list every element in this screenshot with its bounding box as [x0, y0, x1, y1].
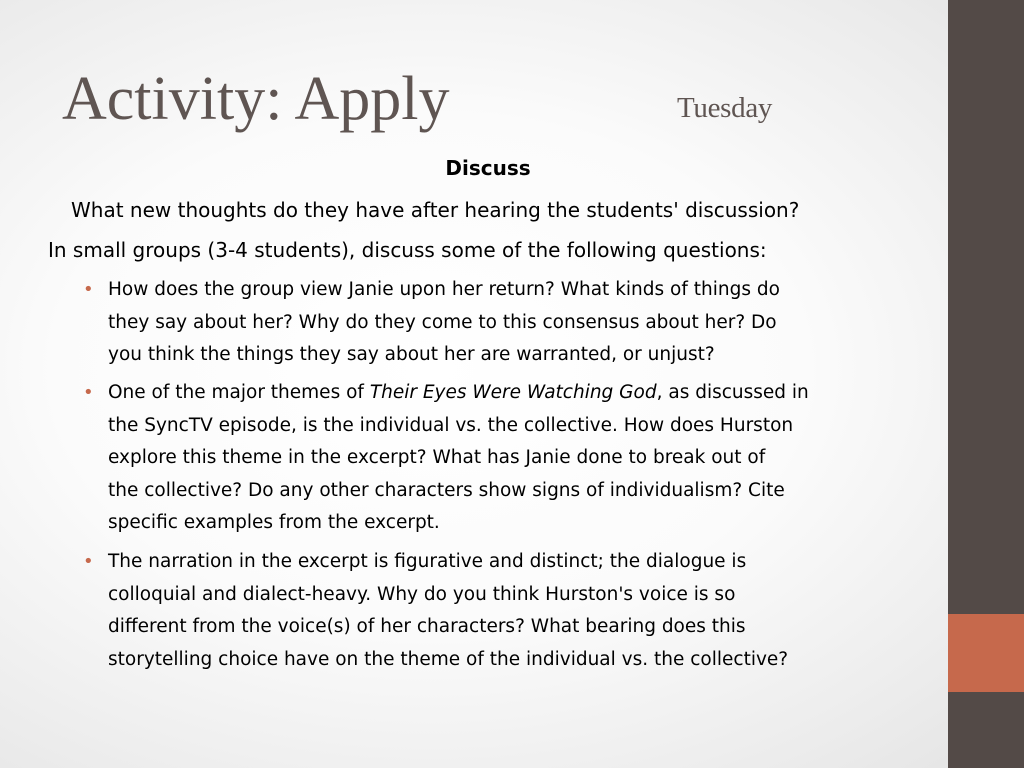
question-1-line-2: they say about her? Why do they come to this consensus about her? Do — [108, 311, 777, 333]
bullet-icon: • — [83, 279, 94, 300]
question-3-line-4: storytelling choice have on the theme of the individual vs. the collective? — [108, 648, 789, 670]
question-2-line-3: explore this theme in the excerpt? What has Janie done to break out of — [108, 447, 766, 468]
question-2-line-5: specific examples from the excerpt. — [108, 512, 440, 533]
question-2-line-4: the collective? Do any other characters show signs of individualism? Cite — [108, 479, 785, 501]
question-item-3 — [83, 546, 938, 676]
discuss-heading: Discuss — [445, 156, 531, 180]
question-item-1 — [83, 274, 938, 372]
question-3-line-2: colloquial and dialect-heavy. Why do you think Hurston's voice is so — [108, 583, 736, 605]
question-2-suffix: , as discussed in — [656, 382, 809, 403]
intro-line-2: In small groups (3-4 students), discuss some of the following questions: — [48, 238, 767, 262]
question-item-2 — [83, 377, 938, 540]
bullet-icon: • — [83, 551, 94, 572]
question-1-line-3: you think the things they say about her are warranted, or unjust? — [108, 344, 715, 365]
question-2-prefix: One of the major themes of — [108, 382, 370, 403]
question-3-line-3: different from the voice(s) of her characters? What bearing does this — [108, 616, 746, 637]
question-3-line-1: The narration in the excerpt is figurative and distinct; the dialogue is — [108, 551, 747, 572]
question-2-line-2: the SyncTV episode, is the individual vs. the collective. How does Hurston — [108, 414, 794, 436]
sidebar-accent-block — [948, 614, 1024, 692]
question-2-line-1 — [108, 377, 938, 410]
slide-day-label: Tuesday — [677, 92, 773, 124]
book-title: Their Eyes Were Watching God — [369, 382, 657, 403]
slide-title: Activity: Apply — [62, 65, 450, 133]
bullet-icon: • — [83, 382, 94, 403]
question-1-line-1: How does the group view Janie upon her return? What kinds of things do — [108, 279, 780, 300]
intro-line-1: What new thoughts do they have after hearing the students' discussion? — [71, 198, 800, 222]
